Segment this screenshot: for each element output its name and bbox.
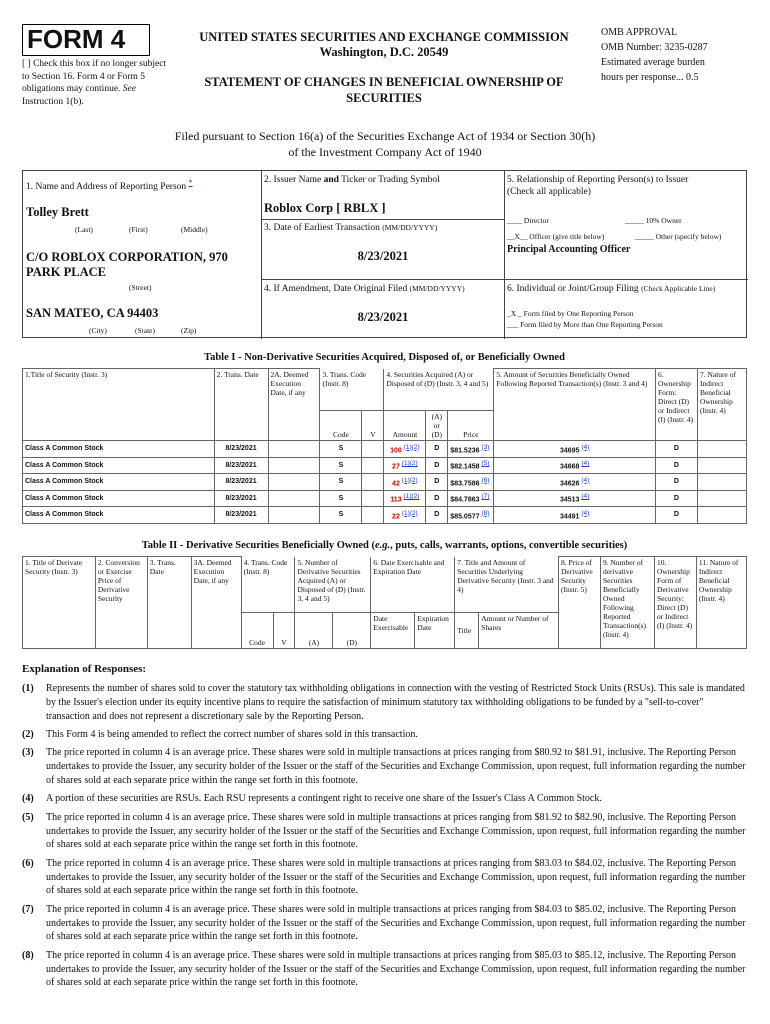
footnote-link[interactable]: (8) <box>481 509 490 517</box>
last-label: (Last) <box>75 225 93 234</box>
statement-title: STATEMENT OF CHANGES IN BENEFICIAL OWNERSHIP OF SECURITIES <box>204 75 564 105</box>
trans-code: S <box>320 441 362 458</box>
amount <box>384 441 426 458</box>
footnote-text: Represents the number of shares sold to cover the statutory tax withholding obligations in connection with the vesting of Restricted Stock Units (RSUs). This sale is mandated by the Issuer's election under its equity incentive plans to require the satisfaction of minimum statutory tax withholding obligations to be funded by a "sell-to-cover" transaction and does not represent a discretionary sale by the Reporting Person. <box>46 683 745 722</box>
col-title-of-security: 1.Title of Security (Instr. 3) <box>23 369 215 441</box>
table-row <box>23 457 747 474</box>
amount <box>384 474 426 491</box>
amount <box>384 507 426 524</box>
city-state-zip: SAN MATEO, CA 94403 <box>26 306 159 320</box>
security-title: Class A Common Stock <box>23 457 215 474</box>
col-amount: Amount <box>384 411 426 441</box>
box2-label: 2. Issuer Name and Ticker or Trading Symbol <box>264 175 440 185</box>
footnote-text: The price reported in column 4 is an average price. These shares were sold in multiple transactions at prices ranging from $81.92 to $82.90, inclusive. The Reporting Person undertakes to provide the Issuer, any security holder of the Issuer or the staff of the Securities and Exchange Commission, upon request, full information regarding the number of shares sold at each separate price within the range set forth in this footnote. <box>46 811 746 851</box>
col-a-or-d: (A) or (D) <box>426 411 448 441</box>
footnote-item <box>22 746 747 787</box>
col-date-ex: Date Exercisable <box>371 613 415 649</box>
col-trans-date: 3. Trans. Date <box>147 557 191 649</box>
col-conversion-price: 2. Conversion or Exercise Price of Derivative Security <box>95 557 147 649</box>
owned-value: 34626 <box>559 479 580 487</box>
box5-label: 5. Relationship of Reporting Person(s) to Issuer (Check all applicable) <box>507 175 689 197</box>
amount-value: 42 <box>392 479 400 487</box>
box3-label: 3. Date of Earliest Transaction (MM/DD/YYYY) <box>264 223 438 233</box>
price <box>448 507 494 524</box>
footnote-link[interactable]: (1)(2) <box>401 509 418 517</box>
reporting-info-grid <box>22 170 747 338</box>
table1-title: Table I - Non-Derivative Securities Acquired, Disposed of, or Beneficially Owned <box>204 352 565 363</box>
ownership-form: D <box>655 474 697 491</box>
trans-date: 8/23/2021 <box>214 441 268 458</box>
footnote-link[interactable]: (1)(2) <box>401 460 418 468</box>
v-flag <box>362 457 384 474</box>
amount-value: 100 <box>390 446 402 454</box>
a-or-d: D <box>426 474 448 491</box>
col-ownership-form: 10. Ownership Form of Derivative Security: Direct (D) or Indirect (I) (Instr. 4) <box>654 557 696 649</box>
col-derivative-title: 1. Title of Derivate Security (Instr. 3) <box>23 557 96 649</box>
footnote-link[interactable]: (4) <box>581 460 590 468</box>
deemed-date <box>268 490 320 507</box>
a-or-d: D <box>426 490 448 507</box>
footnote-number: (3) <box>22 747 34 759</box>
col-deemed-date: 3A. Deemed Execution Date, if any <box>191 557 241 649</box>
security-title: Class A Common Stock <box>23 474 215 491</box>
form-title: FORM 4 <box>22 24 150 56</box>
amount-owned <box>494 457 656 474</box>
col-underlying-title: Title <box>455 613 479 649</box>
agency-location: Washington, D.C. 20549 <box>319 45 449 59</box>
divider <box>504 171 505 339</box>
col-deemed-date: 2A. Deemed Execution Date, if any <box>268 369 320 441</box>
col-amount-shares: Amount or Number of Shares <box>479 613 559 649</box>
street-label: (Street) <box>129 283 152 292</box>
footnote-text: A portion of these securities are RSUs. Each RSU represents a contingent right to receive one share of the Issuer's Class A Common Stock. <box>46 793 602 805</box>
col-ownership-form: 6. Ownership Form: Direct (D) or Indirect (I) (Instr. 4) <box>655 369 697 441</box>
explanation-heading: Explanation of Responses: <box>22 663 147 675</box>
col-trans-code: 4. Trans. Code (Instr. 8) <box>241 557 295 613</box>
col-underlying: 7. Title and Amount of Securities Underlying Derivative Security (Instr. 3 and 4) <box>455 557 559 613</box>
owned-value: 34695 <box>559 446 580 454</box>
reporting-address: C/O ROBLOX CORPORATION, 970 PARK PLACE <box>26 250 228 279</box>
table-row <box>23 507 747 524</box>
col-securities-acquired: 4. Securities Acquired (A) or Disposed of (D) (Instr. 3, 4 and 5) <box>384 369 494 411</box>
col-trans-date: 2. Trans. Date <box>214 369 268 441</box>
col-v: V <box>362 411 384 441</box>
col-d: (D) <box>333 613 371 649</box>
state-label: (State) <box>135 326 155 335</box>
ten-percent-owner-checkbox: _____ 10% Owner <box>625 216 682 225</box>
reporting-person-name: Tolley Brett <box>26 205 89 219</box>
footnote-item <box>22 949 747 990</box>
amendment-original-date: 8/23/2021 <box>357 310 409 324</box>
price-value: $81.5236 <box>450 446 480 454</box>
price-value: $83.7586 <box>450 479 480 487</box>
derivative-table <box>22 556 747 649</box>
earliest-transaction-date: 8/23/2021 <box>357 249 409 263</box>
footnote-item <box>22 728 747 742</box>
omb-approval: OMB APPROVAL OMB Number: 3235-0287 Estimated average burden hours per response... 0.5 <box>601 27 708 83</box>
amount <box>384 457 426 474</box>
footnote-number: (4) <box>22 793 34 805</box>
footnote-item <box>22 811 747 852</box>
footnote-item <box>22 903 747 944</box>
nature-indirect <box>697 441 746 458</box>
trans-date: 8/23/2021 <box>214 457 268 474</box>
other-checkbox: _____ Other (specify below) <box>635 232 722 241</box>
footnote-link[interactable]: (7) <box>481 493 490 501</box>
zip-label: (Zip) <box>181 326 197 335</box>
footnote-number: (8) <box>22 949 34 961</box>
nature-indirect <box>697 507 746 524</box>
filed-pursuant-note: Filed pursuant to Section 16(a) of the Securities Exchange Act of 1934 or Section 30(h) of the Investment Company Act of 1940 <box>174 129 596 159</box>
one-reporting-person-option: _X _ Form filed by One Reporting Person <box>507 309 634 318</box>
footnote-number: (1) <box>22 683 34 694</box>
footnote-text: The price reported in column 4 is an average price. These shares were sold in multiple transactions at prices ranging from $84.03 to $85.02, inclusive. The Reporting Person undertakes to provide the Issuer, any security holder of the Issuer or the staff of the Securities and Exchange Commission, upon request, full information regarding the number of shares sold at each separate price within the range set forth in this footnote. <box>46 903 746 943</box>
amount-owned <box>494 441 656 458</box>
footnote-link[interactable]: (1)(2) <box>403 493 420 501</box>
trans-code: S <box>320 507 362 524</box>
v-flag <box>362 441 384 458</box>
officer-title: Principal Accounting Officer <box>507 244 631 255</box>
trans-date: 8/23/2021 <box>214 474 268 491</box>
table2-title: Table II - Derivative Securities Beneficially Owned (e.g., puts, calls, warrants, options, convertible securities) <box>141 540 628 551</box>
footnote-link[interactable]: (6) <box>481 476 490 484</box>
box6-label: 6. Individual or Joint/Group Filing (Check Applicable Line) <box>507 284 716 294</box>
footnote-item <box>22 792 747 806</box>
col-trans-code: 3. Trans. Code (Instr. 8) <box>320 369 384 411</box>
amount-owned <box>494 490 656 507</box>
nature-indirect <box>697 490 746 507</box>
agency-heading <box>178 30 590 60</box>
col-nature-indirect: 11. Nature of Indirect Beneficial Ownership (Instr. 4) <box>696 557 746 649</box>
price <box>448 457 494 474</box>
box4-label: 4. If Amendment, Date Original Filed (MM/DD/YYYY) <box>264 284 465 294</box>
footnote-link[interactable]: * <box>188 178 193 187</box>
footnote-item <box>22 682 747 723</box>
box1-label: 1. Name and Address of Reporting Person * <box>26 178 193 193</box>
trans-code: S <box>320 490 362 507</box>
ownership-form: D <box>655 490 697 507</box>
col-number-derivative: 5. Number of Derivative Securities Acquired (A) or Disposed of (D) (Instr. 3, 4 and 5) <box>295 557 371 613</box>
divider <box>261 279 748 280</box>
ownership-form: D <box>655 457 697 474</box>
col-exp-date: Expiration Date <box>415 613 455 649</box>
footnote-link[interactable]: (5) <box>481 460 490 468</box>
nature-indirect <box>697 474 746 491</box>
first-label: (First) <box>129 225 148 234</box>
middle-label: (Middle) <box>181 225 208 234</box>
footnote-link[interactable]: (4) <box>581 493 590 501</box>
footnote-link[interactable]: (3) <box>481 443 490 451</box>
table-row <box>23 474 747 491</box>
footnote-link[interactable]: (1)(2) <box>403 443 420 451</box>
amount-value: 27 <box>392 463 400 471</box>
footnote-link[interactable]: (4) <box>581 509 590 517</box>
owned-value: 34513 <box>559 496 580 504</box>
a-or-d: D <box>426 507 448 524</box>
price-value: $82.1458 <box>450 463 480 471</box>
price <box>448 474 494 491</box>
footnote-link[interactable]: (1)(2) <box>401 476 418 484</box>
officer-checkbox: __X__ Officer (give title below) <box>507 232 605 241</box>
trans-date: 8/23/2021 <box>214 507 268 524</box>
section16-checkbox-note: [ ] Check this box if no longer subject to Section 16. Form 4 or Form 5 obligations may continue. See Instruction 1(b). <box>22 59 167 107</box>
footnote-number: (7) <box>22 903 34 915</box>
city-label: (City) <box>89 326 107 335</box>
amount-owned <box>494 507 656 524</box>
footnote-text: The price reported in column 4 is an average price. These shares were sold in multiple transactions at prices ranging from $83.03 to $84.02, inclusive. The Reporting Person undertakes to provide the Issuer, any security holder of the Issuer or the staff of the Securities and Exchange Commission, upon request, full information regarding the number of shares sold at each separate price within the range set forth in this footnote. <box>46 857 746 897</box>
footnote-number: (5) <box>22 811 34 823</box>
price <box>448 490 494 507</box>
ownership-form: D <box>655 507 697 524</box>
col-derivative-price: 8. Price of Derivative Security (Instr. 5) <box>559 557 601 649</box>
security-title: Class A Common Stock <box>23 441 215 458</box>
price-value: $85.0577 <box>450 512 480 520</box>
trans-date: 8/23/2021 <box>214 490 268 507</box>
amount-value: 22 <box>392 512 400 520</box>
deemed-date <box>268 457 320 474</box>
footnote-text: The price reported in column 4 is an average price. These shares were sold in multiple transactions at prices ranging from $85.03 to $85.12, inclusive. The Reporting Person undertakes to provide the Issuer, any security holder of the Issuer or the staff of the Securities and Exchange Commission, upon request, full information regarding the number of shares sold at each separate price within the range set forth in this footnote. <box>46 949 746 989</box>
a-or-d: D <box>426 441 448 458</box>
footnote-item <box>22 857 747 898</box>
security-title: Class A Common Stock <box>23 507 215 524</box>
director-checkbox: ____ Director <box>507 216 549 225</box>
amount-value: 113 <box>390 496 402 504</box>
divider <box>261 171 262 339</box>
explanation-list <box>22 682 747 995</box>
col-nature-indirect: 7. Nature of Indirect Beneficial Ownership (Instr. 4) <box>697 369 746 441</box>
footnote-link[interactable]: (4) <box>581 476 590 484</box>
deemed-date <box>268 474 320 491</box>
col-code: Code <box>241 613 273 649</box>
security-title: Class A Common Stock <box>23 490 215 507</box>
amount <box>384 490 426 507</box>
price <box>448 441 494 458</box>
nature-indirect <box>697 457 746 474</box>
amount-owned <box>494 474 656 491</box>
col-price: Price <box>448 411 494 441</box>
v-flag <box>362 507 384 524</box>
footnote-link[interactable]: (4) <box>581 443 590 451</box>
table-row <box>23 441 747 458</box>
divider <box>261 219 504 220</box>
footnote-text: The price reported in column 4 is an average price. These shares were sold in multiple transactions at prices ranging from $80.92 to $81.91, inclusive. The Reporting Person undertakes to provide the Issuer, any security holder of the Issuer or the staff of the Securities and Exchange Commission, upon request, full information regarding the number of shares sold at each separate price within the range set forth in this footnote. <box>46 747 746 786</box>
agency-name: UNITED STATES SECURITIES AND EXCHANGE COMMISSION <box>199 30 569 44</box>
price-value: $84.7863 <box>450 496 480 504</box>
owned-value: 34668 <box>559 463 580 471</box>
footnote-number: (6) <box>22 857 34 869</box>
v-flag <box>362 474 384 491</box>
multiple-reporting-person-option: ___ Form filed by More than One Reporting Person <box>507 320 663 329</box>
ownership-form: D <box>655 441 697 458</box>
col-date-exercisable: 6. Date Exercisable and Expiration Date <box>371 557 455 613</box>
a-or-d: D <box>426 457 448 474</box>
col-code: Code <box>320 411 362 441</box>
col-a: (A) <box>295 613 333 649</box>
table-row <box>23 490 747 507</box>
footnote-text: This Form 4 is being amended to reflect the correct number of shares sold in this transaction. <box>46 728 418 740</box>
col-amount-owned: 5. Amount of Securities Beneficially Owned Following Reported Transaction(s) (Instr. 3 and 4) <box>494 369 656 441</box>
footnote-number: (2) <box>22 728 34 740</box>
v-flag <box>362 490 384 507</box>
deemed-date <box>268 507 320 524</box>
deemed-date <box>268 441 320 458</box>
col-v: V <box>273 613 295 649</box>
issuer-name-ticker: Roblox Corp [ RBLX ] <box>264 201 386 215</box>
col-derivative-owned: 9. Number of derivative Securities Beneficially Owned Following Reported Transaction(s) (Instr. 4) <box>600 557 654 649</box>
trans-code: S <box>320 474 362 491</box>
owned-value: 34491 <box>559 512 580 520</box>
non-derivative-table <box>22 368 747 524</box>
trans-code: S <box>320 457 362 474</box>
